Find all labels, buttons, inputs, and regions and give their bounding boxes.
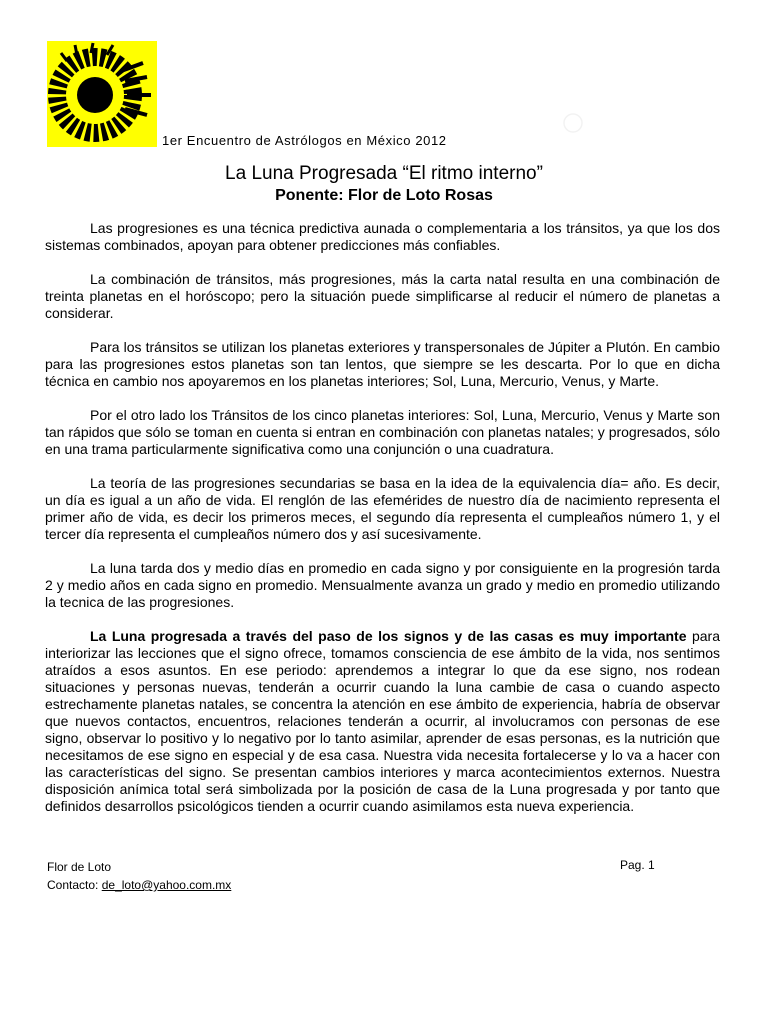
footer-author: Flor de Loto [47,860,112,874]
contact-email-link[interactable]: de_loto@yahoo.com.mx [101,878,232,892]
final-paragraph-lead: La Luna progresada a través del paso de los signos y de las casas es muy importante [90,628,687,644]
article-body [45,220,720,815]
event-title: 1er Encuentro de Astrólogos en México 2012 [162,133,447,148]
speaker-line: Ponente: Flor de Loto Rosas [275,187,493,204]
paragraph: La luna tarda dos y medio días en promedio en cada signo y por consiguiente en la progresión tarda 2 y medio años en cada signo en promedio. Mensualmente avanza un grado y medio en promedio utilizando la tecnica de las progresiones. [45,560,720,610]
paragraph: Por el otro lado los Tránsitos de los cinco planetas interiores: Sol, Luna, Mercurio, Venus y Marte son tan rápidos que sólo se toman en cuenta si entran en combinación con planetas natales; y progresados, sólo en una trama particularmente significativa como una conjunción o una cuadratura. [45,407,720,457]
footer-contact [47,876,231,894]
final-paragraph [45,628,720,815]
paragraph: Las progresiones es una técnica predictiva aunada o complementaria a los tránsitos, ya que los dos sistemas combinados, apoyan para obtener predicciones más confiables. [45,220,720,253]
page-title: La Luna Progresada “El ritmo interno” [225,163,543,184]
paragraph: Para los tránsitos se utilizan los planetas exteriores y transpersonales de Júpiter a Plutón. En cambio para las progresiones estos planetas son tan lentos, que siempre se les descarta. Por lo que en dicha técnica en cambio nos apoyaremos en los planetas interiores; Sol, Luna, Mercurio, Venus, y Marte. [45,339,720,389]
logo-graphic [47,41,157,147]
final-paragraph-text: para interiorizar las lecciones que el signo ofrece, tomamos consciencia de ese ámbito de la vida, nos sentimos atraídos a esos asuntos. En ese periodo: aprendemos a integrar lo que da ese signo, nos rodean situaciones y personas nuevas, tenderán a ocurrir cuando la luna cambie de casa o cuando aspecto estrechamente planetas natales, se concentra la atención en ese ámbito de experiencia, habría de observar que nuevos contactos, encuentros, relaciones tenderán a ocurrir, al involucramos con personas de ese signo, observar lo positivo y lo negativo por lo tanto asimilar, aprender de esas personas, es la nutrición que necesitamos de ese signo en especial y de esa casa. Nuestra vida necesita fortalecerse y lo va a hacer con las características del signo. Se presentan cambios interiores y marca acontecimientos externos. Nuestra disposición anímica total será simbolizada por la posición de casa de la Luna progresada y por tanto que definidos desarrollos psicológicos tienden a ocurrir cuando asimilamos esta nueva experiencia. [45,628,720,814]
paragraph: La teoría de las progresiones secundarias se basa en la idea de la equivalencia día= año. Es decir, un día es igual a un año de vida. El renglón de las efemérides de nuestro día de nacimiento representa el primer año de vida, es decir los primeros meces, el segundo día representa el cumpleaños número 1, y el tercer día representa el cumpleaños número dos y así sucesivamente. [45,475,720,542]
paragraph: La combinación de tránsitos, más progresiones, más la carta natal resulta en una combinación de treinta planetas en el horóscopo; pero la situación puede simplificarse al reducir el número de planetas a considerar. [45,271,720,321]
contact-label: Contacto: [47,878,99,892]
zodiac-wheel-logo-icon [47,41,157,147]
footer-author-block [47,858,231,894]
faint-circle-mark [562,112,584,134]
page-number: Pag. 1 [620,858,655,872]
